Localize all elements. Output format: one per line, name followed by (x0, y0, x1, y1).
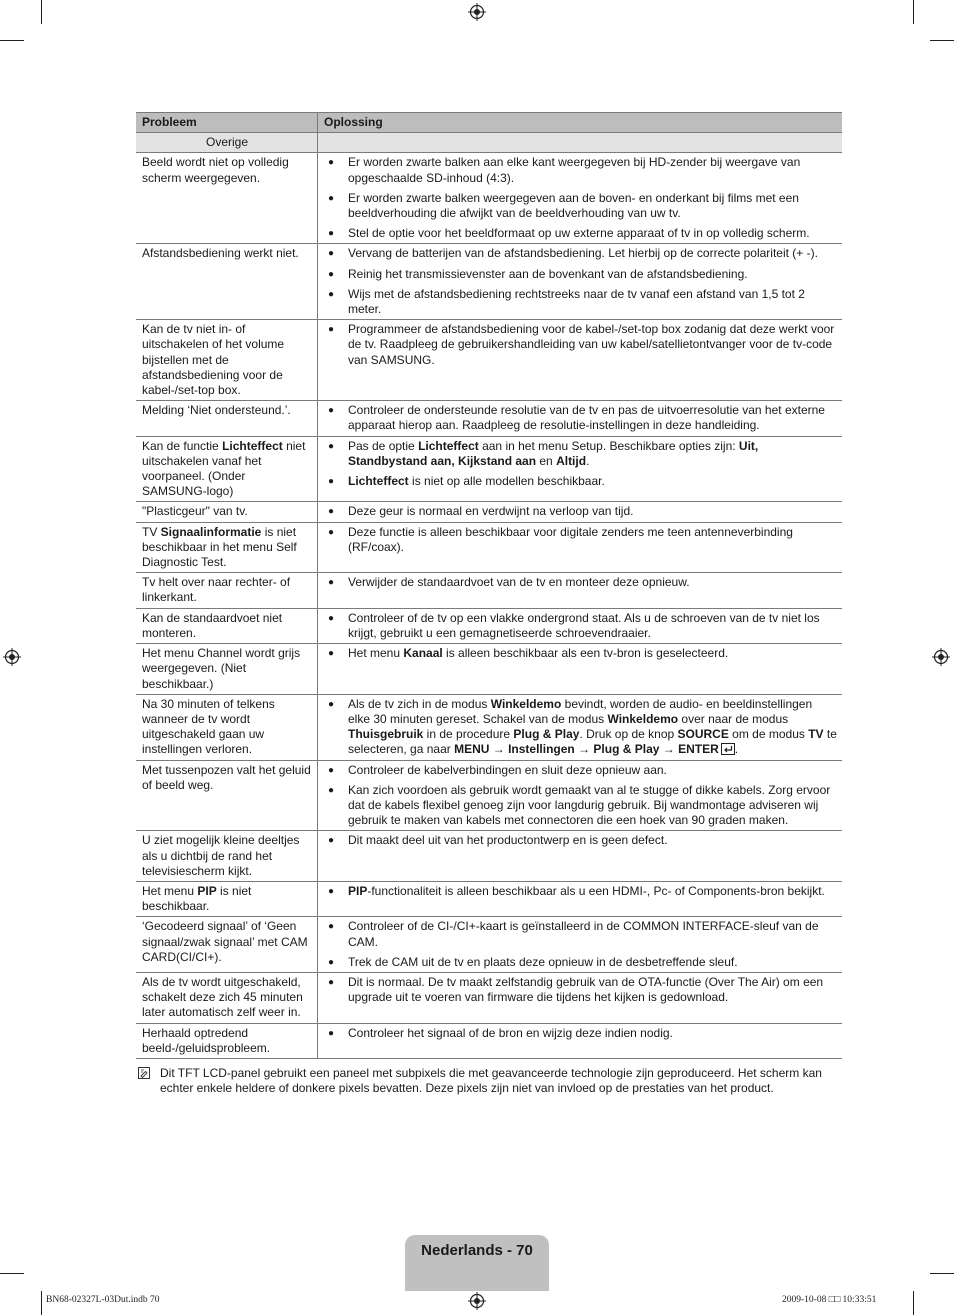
bold-text: PIP (348, 883, 368, 898)
text-run: Kan de functie (142, 438, 223, 453)
problem-cell (136, 436, 318, 502)
problem-cell (136, 881, 318, 916)
text-run: Er worden zwarte balken aan elke kant weergegeven bij HD-zender bij weergave van opgeschaalde SD-inhoud (4:3). (348, 155, 801, 185)
page-number-label: Nederlands - 70 (421, 1242, 533, 1259)
solution-item (324, 439, 837, 469)
text-run: om de modus (728, 727, 809, 742)
troubleshooting-table (136, 112, 842, 1059)
solution-list (324, 575, 837, 590)
table-row (136, 881, 842, 916)
text-run: Als de tv zich in de modus (348, 696, 491, 711)
text-run: Verwijder de standaardvoet van de tv en monteer deze opnieuw. (348, 575, 690, 590)
bold-text: Signaalinformatie (160, 524, 262, 539)
solution-item (324, 226, 837, 241)
solution-item (324, 246, 837, 261)
footer-file: BN68-02327L-03Dut.indb 70 (46, 1295, 160, 1305)
text-run: bevindt, worden de audio- en beeldinstellingen elke 30 minuten gereset. Schakel van de modus (348, 696, 813, 726)
text-run: Na 30 minuten of telkens wanneer de tv wordt uitgeschakeld gaan uw instellingen verloren. (142, 696, 275, 757)
text-run: Het menu (348, 646, 404, 661)
section-row (136, 133, 842, 153)
text-run: over naar de modus (678, 711, 789, 726)
problem-cell (136, 644, 318, 695)
solution-cell (318, 1023, 843, 1058)
problem-cell (136, 244, 318, 320)
text-run: . (734, 742, 739, 757)
table-row (136, 502, 842, 522)
text-run: Beeld wordt niet op volledig scherm weergegeven. (142, 155, 289, 185)
table-row (136, 153, 842, 244)
table-row (136, 644, 842, 695)
text-run: Kan de standaardvoet niet monteren. (142, 610, 283, 640)
bold-text: Altijd (556, 453, 587, 468)
text-run: Programmeer de afstandsbediening voor de kabel-/set-top box zodanig dat deze werkt voor de tv. Raadpleeg de gebruikershandleiding van uw kabel/satellietontvanger voor de tv-code van SAMSUNG. (348, 322, 835, 367)
text-run: . Druk op de knop (579, 727, 678, 742)
solution-item (324, 504, 837, 519)
solution-item (324, 155, 837, 185)
text-run: aan in het menu Setup. Beschikbare opties zijn: (478, 438, 739, 453)
text-run: Wijs met de afstandsbediening rechtstreeks naar de tv vanaf een afstand van 1,5 tot 2 meter. (348, 286, 805, 317)
text-run: U ziet mogelijk kleine deeltjes als u dichtbij de rand het televisiescherm kijkt. (142, 833, 300, 878)
solution-item (324, 287, 837, 317)
bold-text: MENU → Instellingen → Plug & Play → ENTER (454, 742, 719, 757)
registration-mark-right-icon (932, 648, 950, 666)
solution-item (324, 267, 837, 282)
solution-list (324, 439, 837, 490)
text-run: in de procedure (423, 727, 514, 742)
registration-mark-left-icon (3, 648, 21, 666)
solution-cell (318, 401, 843, 436)
solution-list (324, 646, 837, 661)
section-empty-cell (318, 133, 843, 153)
bold-text: Winkeldemo (490, 696, 562, 711)
solution-item (324, 474, 837, 489)
table-row (136, 917, 842, 973)
solution-cell (318, 760, 843, 831)
note-text: Dit TFT LCD-panel gebruikt een paneel met subpixels die met geavanceerde technologie zijn geproduceerd. Het scherm kan echter enkele heldere of donkere pixels bevatten. Deze pixels zijn niet van invloed op de prestaties van het product. (160, 1066, 822, 1096)
text-run: Kan de tv niet in- of uitschakelen of het volume bijstellen met de afstandsbediening voor de kabel-/set-top box. (142, 322, 285, 398)
text-run: en (536, 453, 557, 468)
solution-item (324, 783, 837, 829)
text-run: Deze geur is normaal en verdwijnt na verloop van tijd. (348, 504, 634, 519)
text-run: Met tussenpozen valt het geluid of beeld weg. (142, 762, 311, 792)
solution-item (324, 322, 837, 368)
text-run: Deze functie is alleen beschikbaar voor digitale zenders me teen antenneverbinding (RF/coax). (348, 524, 793, 554)
note (136, 1066, 842, 1097)
solution-cell (318, 694, 843, 760)
solution-item (324, 697, 837, 758)
solution-cell (318, 917, 843, 973)
bold-text: Lichteffect (418, 438, 479, 453)
solution-list (324, 611, 837, 641)
text-run: Reinig het transmissievenster aan de bovenkant van de afstandsbediening. (348, 266, 748, 281)
table-row (136, 522, 842, 573)
text-run: Controleer de ondersteunde resolutie van de tv en pas de uitvoerresolutie van het externe apparaat hierop aan. Raadpleeg de resolutie-instellingen in deze handleiding. (348, 403, 825, 433)
solution-list (324, 1026, 837, 1041)
problem-cell (136, 522, 318, 573)
text-run: is alleen beschikbaar als een tv-bron is geselecteerd. (442, 646, 729, 661)
text-run: Kan zich voordoen als gebruik wordt gemaakt van al te stugge of dikke kabels. Zorg ervoor dat de kabels flexibel genoeg zijn voor langdurig gebruik. Bij wandmontage adviseren wij gebruik te maken van kabels met connectoren die een hoek van 90 graden maken. (348, 782, 831, 828)
text-run: Vervang de batterijen van de afstandsbediening. Let hierbij op de correcte polariteit (+ -). (348, 246, 818, 261)
solution-item (324, 919, 837, 949)
solution-cell (318, 608, 843, 643)
header-problem: Probleem (136, 113, 318, 133)
text-run: te selecteren, ga naar (348, 727, 837, 757)
text-run: Controleer of de CI-/CI+-kaart is geïnstalleerd in de COMMON INTERFACE-sleuf van de CAM. (348, 919, 819, 949)
problem-cell (136, 573, 318, 608)
enter-key-icon (721, 743, 735, 755)
table-row (136, 436, 842, 502)
registration-mark-bottom-icon (468, 1292, 486, 1310)
text-run: ‘Gecodeerd signaal’ of ‘Geen signaal/zwak signaal’ met CAM CARD(CI/CI+). (142, 919, 308, 964)
solution-item (324, 833, 837, 848)
text-run: niet uitschakelen vanaf het voorpaneel. (Onder SAMSUNG-logo) (142, 438, 306, 499)
solution-list (324, 246, 837, 317)
solution-item (324, 646, 837, 661)
text-run: Dit maakt deel uit van het productontwerp en is geen defect. (348, 833, 668, 848)
solution-cell (318, 244, 843, 320)
text-run: Dit is normaal. De tv maakt zelfstandig gebruik van de OTA-functie (Over The Air) om een upgrade uit te voeren van firmware die tijdens het kijken is gedownload. (348, 974, 824, 1005)
solution-cell (318, 153, 843, 244)
bold-text: Lichteffect (222, 438, 283, 453)
solution-list (324, 763, 837, 829)
text-run: Stel de optie voor het beeldformaat op uw externe apparaat of tv in op volledig scherm. (348, 226, 810, 241)
text-run: is niet beschikbaar in het menu Self Diagnostic Test. (142, 524, 297, 570)
solution-cell (318, 320, 843, 401)
text-run: Tv helt over naar rechter- of linkerkant. (142, 575, 291, 605)
solution-list (324, 919, 837, 970)
text-run: Afstandsbediening werkt niet. (142, 246, 299, 261)
solution-item (324, 884, 837, 899)
solution-cell (318, 502, 843, 522)
solution-item (324, 955, 837, 970)
problem-cell (136, 502, 318, 522)
text-run: Controleer of de tv op een vlakke ondergrond staat. Als u de schroeven van de tv niet los krijgt, gebruikt u een gemagnetiseerde schroevendraaier. (348, 610, 820, 640)
text-run: Pas de optie (348, 438, 419, 453)
solution-cell (318, 644, 843, 695)
bold-text: Thuisgebruik (348, 727, 424, 742)
problem-cell (136, 972, 318, 1023)
solution-list (324, 833, 837, 848)
text-run: Herhaald optredend beeld-/geluidsprobleem. (142, 1025, 271, 1055)
solution-item (324, 763, 837, 778)
problem-cell (136, 153, 318, 244)
solution-list (324, 403, 837, 433)
solution-cell (318, 881, 843, 916)
solution-cell (318, 522, 843, 573)
text-run: Controleer het signaal of de bron en wijzig deze indien nodig. (348, 1025, 673, 1040)
solution-list (324, 884, 837, 899)
text-run: Er worden zwarte balken weergegeven aan de boven- en onderkant bij films met een beeldverhouding die afwijkt van de beeldverhouding van uw tv. (348, 190, 799, 221)
solution-list (324, 975, 837, 1005)
text-run: "Plasticgeur" van tv. (142, 504, 248, 519)
section-label: Overige (136, 133, 318, 153)
bold-text: TV (808, 727, 824, 742)
problem-cell (136, 831, 318, 882)
text-run: Het menu Channel wordt grijs weergegeven. (Niet beschikbaar.) (142, 646, 301, 691)
table-body (136, 133, 842, 1059)
page-number-tab (405, 1235, 549, 1291)
bold-text: Lichteffect (348, 474, 409, 489)
problem-cell (136, 694, 318, 760)
problem-cell (136, 1023, 318, 1058)
solution-item (324, 525, 837, 555)
table-row (136, 1023, 842, 1058)
problem-cell (136, 401, 318, 436)
solution-item (324, 1026, 837, 1041)
bold-text: Winkeldemo (607, 711, 679, 726)
solution-list (324, 697, 837, 758)
bold-text: Kanaal (403, 646, 443, 661)
text-run: Controleer de kabelverbindingen en sluit deze opnieuw aan. (348, 762, 667, 777)
text-run: Trek de CAM uit de tv en plaats deze opnieuw in de desbetreffende sleuf. (348, 954, 738, 969)
solution-cell (318, 972, 843, 1023)
footer-timestamp: 2009-10-08 □□ 10:33:51 (782, 1295, 877, 1305)
solution-item (324, 975, 837, 1005)
problem-cell (136, 608, 318, 643)
bold-text: Plug & Play (513, 727, 580, 742)
table-row (136, 320, 842, 401)
table-row (136, 244, 842, 320)
table-row (136, 760, 842, 831)
problem-cell (136, 320, 318, 401)
table-header-row (136, 113, 842, 133)
table-row (136, 694, 842, 760)
solution-item (324, 575, 837, 590)
solution-item (324, 611, 837, 641)
registration-mark-top-icon (468, 3, 486, 21)
note-icon (138, 1067, 150, 1079)
problem-cell (136, 760, 318, 831)
text-run: is niet beschikbaar. (142, 883, 252, 914)
text-run: . (586, 453, 590, 468)
text-run: Het menu (142, 883, 198, 898)
solution-list (324, 322, 837, 368)
bold-text: SOURCE (677, 727, 729, 742)
solution-list (324, 504, 837, 519)
text-run: -functionaliteit is alleen beschikbaar als u een HDMI-, Pc- of Components-bron bekijkt. (367, 883, 825, 898)
table-row (136, 972, 842, 1023)
text-run: Melding ‘Niet ondersteund.’. (142, 403, 291, 418)
text-run: is niet op alle modellen beschikbaar. (408, 474, 605, 489)
bold-text: Uit, Standbystand aan, Kijkstand aan (348, 438, 759, 468)
bold-text: PIP (197, 883, 217, 898)
header-solution: Oplossing (318, 113, 843, 133)
solution-cell (318, 573, 843, 608)
solution-list (324, 155, 837, 241)
table-row (136, 573, 842, 608)
table-row (136, 831, 842, 882)
solution-item (324, 191, 837, 221)
problem-cell (136, 917, 318, 973)
table-row (136, 608, 842, 643)
solution-cell (318, 831, 843, 882)
text-run: TV (142, 524, 161, 539)
solution-cell (318, 436, 843, 502)
text-run: Als de tv wordt uitgeschakeld, schakelt deze zich 45 minuten later automatisch zelf weer in. (142, 974, 303, 1020)
solution-list (324, 525, 837, 555)
solution-item (324, 403, 837, 433)
table-row (136, 401, 842, 436)
